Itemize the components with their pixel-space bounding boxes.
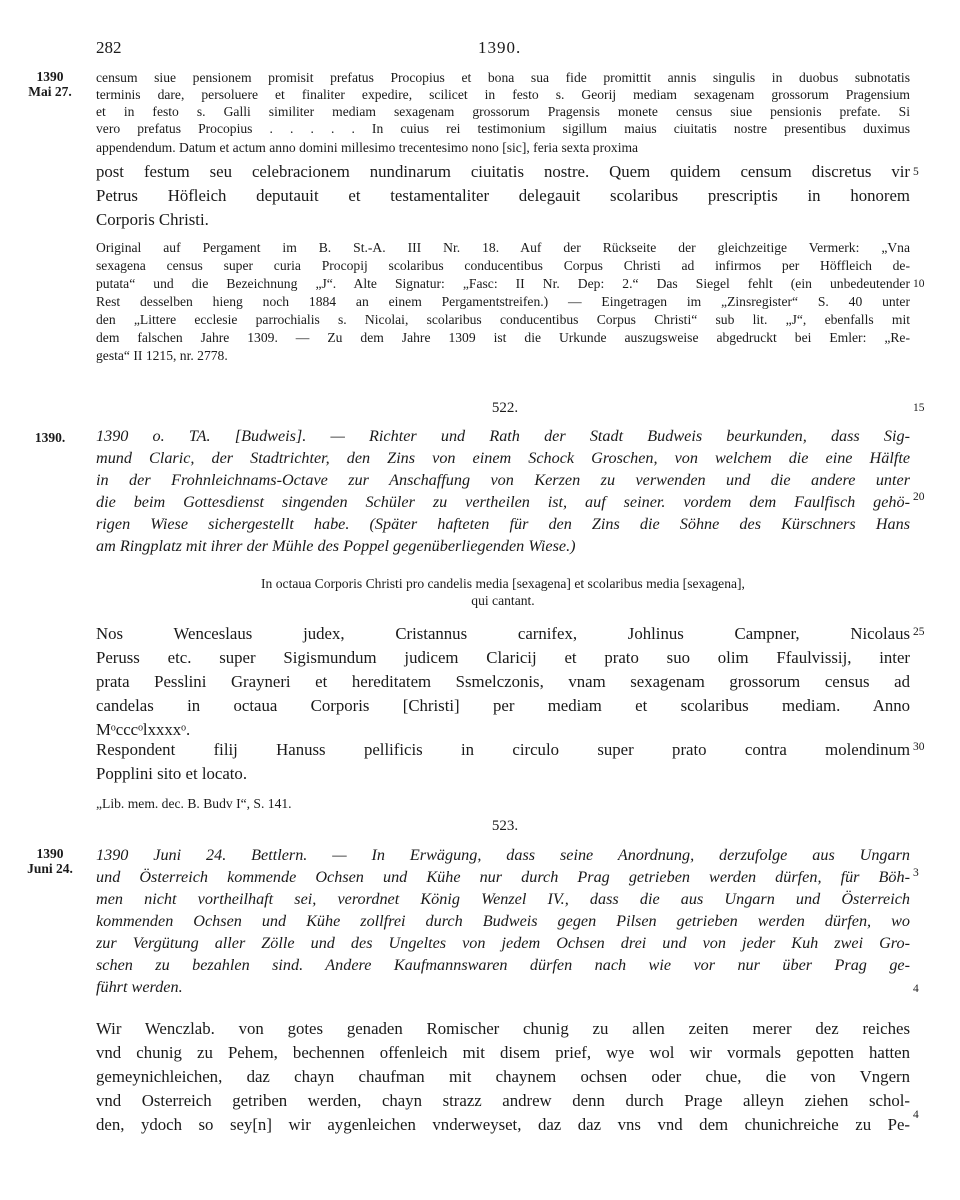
text-line: men nicht vortheilhaft sei, verordnet König Wenzel IV., dass die aus Ungarn und Österreich [96,890,910,908]
margin-date-line: 1390. [34,430,66,445]
line-number: 20 [913,491,925,503]
text-line: Popplini sito et locato. [96,764,248,783]
text-line: führt werden. [96,978,183,996]
text-line: Peruss etc. super Sigismundum judicem Claricij et prato suo olim Ffaulvissij, inter [96,648,910,667]
text-line: Nos Wenceslaus judex, Cristannus carnifex, Johlinus Campner, Nicolaus [96,624,910,643]
text-line: putata“ und die Bezeichnung „J“. Alte Signatur: „Fasc: II Nr. Dep: 2.“ Das Siegel fehlt (ein unbedeutender [96,276,910,291]
margin-date [22,430,78,445]
text-line: Wir Wenczlab. von gotes genaden Romischer chunig zu allen zeiten merer dez reiches [96,1019,910,1038]
text-line: Rest desselben hieng noch 1884 an einem Pergamentstreifen.) — Eingetragen im „Zinsregister“ S. 40 unter [96,294,910,309]
text-line: vnd chunig zu Pehem, bechennen offenleich mit disem prief, wye wol wir vormals gepotten hatten [96,1043,910,1062]
text-line: kommenden Ochsen und Kühe zollfrei durch Budweis gegen Pilsen getrieben werden dürfen, wo [96,912,910,930]
text-line: censum siue pensionem promisit prefatus Procopius et bona sua fide promittit annis singulis in duobus subnotatis [96,70,910,85]
text-line: in der Frohnleichnams-Octave zur Anschaffung von Kerzen zu verwenden und die andere unter [96,471,910,489]
margin-date-line: 1390 [36,69,64,84]
line-number: 3 [913,867,919,879]
text-line: post festum seu celebracionem nundinarum ciuitatis nostre. Quem quidem censum discretus vir [96,162,910,181]
text-line: In octaua Corporis Christi pro candelis media [sexagena] et scolaribus media [sexagena], [261,576,745,591]
text-line: mund Claric, der Stadtrichter, den Zins von einem Schock Groschen, von welchem die eine Hälfte [96,449,910,467]
text-line: und Österreich kommende Ochsen und Kühe nur durch Prag getrieben werden dürfen, für Böh- [96,868,910,886]
line-number: 4 [913,1109,919,1121]
page-number: 282 [96,38,122,57]
text-line: gesta“ II 1215, nr. 2778. [96,348,228,363]
line-number: 25 [913,626,925,638]
text-line: Mᵒcccᵒlxxxxᵒ. [96,720,191,739]
text-line: Respondent filij Hanuss pellificis in circulo super prato contra molendinum [96,740,910,759]
line-number: 15 [913,402,925,414]
text-line: vnd Osterreich getriben werden, chayn strazz andrew denn durch Prage alleyn ziehen schol- [96,1091,910,1110]
text-line: qui cantant. [471,593,535,608]
line-number: 30 [913,741,925,753]
text-line: Corporis Christi. [96,210,209,229]
document-number: 522. [491,400,519,416]
margin-date-line: 1390 [36,846,64,861]
text-line: schen zu bezahlen sind. Andere Kaufmannswaren dürfen nach wie vor nur über Prag ge- [96,956,910,974]
text-line: sexagena census super curia Procopij scolaribus conducentibus Corpus Christi ad infirmos per Höffleich de- [96,258,910,273]
text-line: zur Vergütung aller Zölle und des Ungeltes von jedem Ochsen drei und von jeder Kuh zwei Gro- [96,934,910,952]
line-number: 5 [913,166,919,178]
text-line: „Lib. mem. dec. B. Budv I“, S. 141. [96,796,292,811]
text-line: prata Pesslini Grayneri et hereditatem Ssmelczonis, vnam sexagenam grossorum census ad [96,672,910,691]
text-line: den „Littere ecclesie parrochialis s. Nicolai, scolaribus conducentibus Corpus Christi“ sub lit. „J“, ebenfalls mit [96,312,910,327]
text-line: 1390 o. TA. [Budweis]. — Richter und Rath der Stadt Budweis beurkunden, dass Sig- [96,427,910,445]
text-line: et in festo s. Galli similiter mediam sexagenam grossorum Pragensis monete census siue pensionis prefate. Si [96,104,910,119]
margin-date [22,846,78,876]
margin-date-line: Juni 24. [27,861,73,876]
text-line: appendendum. Datum et actum anno domini millesimo trecentesimo nono [sic], feria sexta proxima [96,140,639,155]
text-line: dem falschen Jahre 1309. — Zu dem Jahre 1309 ist die Urkunde auszugsweise abgedruckt bei Emler: „Re- [96,330,910,345]
text-line: candelas in octaua Corporis [Christi] per mediam et scolaribus mediam. Anno [96,696,910,715]
text-line: Original auf Pergament im B. St.-A. III Nr. 18. Auf der Rückseite der gleichzeitige Vermerk: „Vna [96,240,910,255]
text-line: terminis dare, persoluere et finaliter expedire, scilicet in festo s. Georij mediam sexagenam grossorum Pragensium [96,87,910,102]
running-head: 1390. [478,38,522,57]
text-line: am Ringplatz mit ihrer der Mühle des Poppel gegenüberliegenden Wiese.) [96,537,576,555]
text-line: vero prefatus Procopius . . . . . In cuius rei testimonium sigillum maius ciuitatis nostre presentibus duximus [96,121,910,136]
text-line: 1390 Juni 24. Bettlern. — In Erwägung, dass seine Anordnung, derzufolge aus Ungarn [96,846,910,864]
text-line: gemeynichleichen, daz chayn chaufman mit chaynem ochsen oder chue, die von Vngern [96,1067,910,1086]
margin-date [22,69,78,99]
text-line: die beim Gottesdienst singenden Schüler zu vertheilen ist, auf seiner. vordem dem Faulfisch gehö- [96,493,910,511]
margin-date-line: Mai 27. [28,84,72,99]
line-number: 10 [913,278,925,290]
text-line: Petrus Höfleich deputauit et testamentaliter delegauit scolaribus prescriptis in honorem [96,186,910,205]
document-number: 523. [491,818,519,834]
text-line: den, ydoch so sey[n] wir aygenleichen vnderweyset, daz daz vns vnd dem chunichreiche zu Pe- [96,1115,910,1134]
text-line: rigen Wiese sichergestellt habe. (Später hafteten für den Zins die Söhne des Kürschners Hans [96,515,910,533]
line-number: 4 [913,983,919,995]
